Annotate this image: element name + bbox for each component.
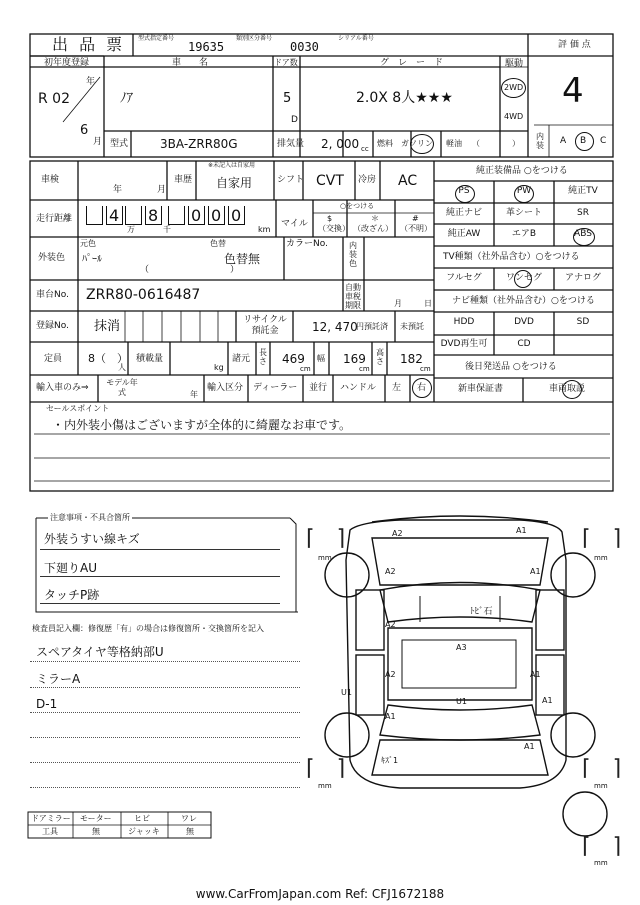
- inspector-label: 検査員記入欄：修復歴「有」の場合は修復箇所・交換箇所を記入: [32, 624, 264, 633]
- mark-hash: #: [412, 214, 419, 223]
- tool-value: 無: [92, 827, 100, 836]
- load-label: 積載量: [136, 354, 164, 364]
- handle-right: 右: [417, 383, 427, 393]
- category-label: 類別区分番号: [236, 35, 273, 42]
- form-title: 出 品 票: [52, 35, 126, 54]
- equipment-item: DVD再生可: [440, 339, 488, 349]
- tire-bracket-rl: ⌈ ⌉: [306, 756, 346, 781]
- note-rule2: [40, 576, 280, 577]
- category-value: 0030: [290, 40, 319, 54]
- shaken-month-unit: 月: [157, 185, 167, 195]
- color-no-label: カラーNo.: [286, 239, 328, 249]
- genuine-header: 純正装備品 ○をつける: [476, 166, 568, 176]
- orig-color-value: ﾊﾟｰﾙ: [82, 254, 102, 265]
- note-line6: D-1: [36, 697, 58, 711]
- history-value: 自家用: [216, 176, 253, 190]
- mile-label: マイル: [281, 219, 308, 229]
- recycle-not: 未預託: [400, 322, 424, 331]
- fuel-circle: [410, 134, 434, 154]
- diag-label-5: ﾄﾋﾞ石: [470, 607, 493, 617]
- height-value: 182: [400, 352, 423, 366]
- score-label: 評 価 点: [558, 40, 591, 50]
- diag-label-14: A1: [524, 742, 535, 751]
- type-label: 型式: [110, 139, 129, 149]
- diag-label-2: A1: [516, 526, 527, 535]
- repaint-value: 色替無: [224, 252, 261, 266]
- chassis-label: 車台No.: [36, 290, 69, 300]
- model-year-label: モデル年式: [106, 378, 138, 397]
- length-cm: cm: [300, 365, 311, 373]
- dot-rule6: [30, 787, 300, 788]
- diag-label-13: A1: [385, 712, 396, 721]
- person-unit: 人: [118, 363, 126, 372]
- mark-dollar-sub: （交換）: [318, 224, 350, 233]
- equipment-item: ABS: [574, 229, 592, 239]
- length-label: 長さ: [259, 348, 267, 366]
- capacity-label: 定員: [44, 354, 63, 364]
- interior-label: 内装: [536, 132, 544, 150]
- note-rule3: [40, 603, 280, 604]
- mileage-digit: 8: [148, 206, 159, 225]
- mileage-digit: 4: [109, 206, 120, 225]
- tax-month: 月: [394, 299, 402, 308]
- width-cm: cm: [359, 365, 370, 373]
- diag-label-15: ｷｽﾞ1: [381, 756, 399, 765]
- equipment-item: CD: [517, 339, 531, 349]
- doors-suffix: D: [291, 115, 298, 125]
- grade-value: 2.0X 8人★★★: [356, 90, 453, 106]
- drive-2wd: 2WD: [504, 83, 524, 92]
- dot-rule5: [30, 762, 300, 763]
- fuel-label: 燃料: [377, 139, 393, 148]
- shaken-label: 車検: [41, 175, 60, 185]
- height-cm: cm: [420, 365, 431, 373]
- equipment-item: 革シート: [505, 208, 542, 218]
- navi-header: ナビ種類（社外品含む）○をつける: [452, 296, 595, 306]
- ac-label: 冷房: [358, 175, 377, 185]
- equipment-item: エアB: [511, 229, 537, 239]
- note-line1: 外装うすい線キズ: [44, 532, 140, 546]
- first-reg-year: R 02: [38, 91, 70, 107]
- mm-rr: mm: [594, 782, 608, 790]
- recycle-amount: 12, 470: [312, 320, 358, 334]
- handle-right-circle: [412, 378, 432, 398]
- dot-rule3: [30, 712, 300, 713]
- diag-label-9: A1: [530, 670, 541, 679]
- first-reg-month-unit: 月: [93, 137, 103, 147]
- handle-label: ハンドル: [340, 383, 377, 393]
- diag-label-8: A2: [385, 670, 396, 679]
- diag-label-4: A1: [530, 567, 541, 576]
- shift-value: CVT: [316, 173, 344, 189]
- repaint-paren: （ ）: [140, 265, 240, 275]
- drive-4wd: 4WD: [504, 112, 524, 121]
- capacity-value: 8（ ）: [88, 352, 128, 365]
- equipment-item: アナログ: [564, 273, 601, 283]
- shift-label: シフト: [277, 175, 305, 185]
- jack-label: ジャッキ: [128, 827, 160, 836]
- tax-label: 自動車税期限: [345, 283, 361, 310]
- note-rule1: [40, 549, 280, 550]
- mileage-digit: 0: [211, 206, 222, 225]
- drive-2wd-circle: [501, 78, 526, 98]
- mileage-digit-box: [168, 206, 185, 225]
- mm-fl: mm: [318, 554, 332, 562]
- abs-circle: [573, 228, 595, 246]
- mileage-digit-box: [86, 206, 103, 225]
- equipment-item: SD: [576, 317, 590, 327]
- first-reg-label: 初年度登録: [44, 58, 90, 68]
- diesel-label: 軽油: [446, 139, 462, 148]
- sales-label: セールスポイント: [46, 404, 110, 413]
- mark-dollar: $: [327, 214, 333, 223]
- width-label: 幅: [317, 354, 325, 363]
- mileage-label: 走行距離: [36, 214, 73, 224]
- doors-label: ドア数: [274, 58, 298, 67]
- footer-ref: www.CarFromJapan.com Ref: CFJ1672188: [195, 887, 445, 901]
- color-label: 外装色: [38, 253, 66, 263]
- mm-rl: mm: [318, 782, 332, 790]
- sales-line1: ・内外装小傷はございますが全体的に綺麗なお車です。: [52, 418, 352, 432]
- model-year-unit: 年: [190, 390, 198, 399]
- diag-label-12: A1: [542, 696, 553, 705]
- equipment-item: フルセグ: [446, 273, 482, 283]
- mm-spare: mm: [594, 859, 608, 867]
- recycle-deposited: 円預託済: [356, 322, 388, 331]
- orig-color-label: 元色: [80, 239, 96, 248]
- mark-star-sub: （改ざん）: [353, 224, 393, 233]
- other-fuel: （ ）: [472, 139, 520, 148]
- interior-grade-a: A: [560, 136, 567, 146]
- equipment-item: DVD: [514, 317, 534, 327]
- history-note: ※未記入は自家用: [208, 162, 256, 169]
- dot-rule2: [30, 687, 300, 688]
- note-line5: ミラーA: [36, 672, 81, 686]
- import-parallel: 並行: [309, 383, 328, 393]
- cc-unit: cc: [361, 145, 369, 153]
- diag-label-3: A2: [385, 567, 396, 576]
- fuel-gasoline: ガソリン: [401, 139, 433, 148]
- dot-rule1: [30, 661, 300, 662]
- handle-left: 左: [392, 383, 402, 393]
- tv-header: TV種類（社外品含む）○をつける: [443, 252, 580, 262]
- doors-value: 5: [283, 91, 292, 106]
- first-reg-month: 6: [80, 123, 89, 138]
- drive-label: 駆動: [505, 59, 524, 69]
- kg-unit: kg: [214, 363, 224, 372]
- mark-note: ○をつける: [340, 202, 375, 210]
- later-warranty: 新車保証書: [458, 384, 504, 394]
- reg-value: 抹消: [94, 319, 121, 334]
- mileage-digit: 0: [231, 206, 242, 225]
- mm-fr: mm: [594, 554, 608, 562]
- diag-label-11: U1: [456, 697, 467, 706]
- height-label: 高さ: [376, 348, 384, 366]
- equipment-item: PW: [516, 186, 532, 196]
- grade-label: グ レ ー ド: [380, 58, 444, 68]
- recycle-label: リサイクル預託金: [243, 315, 287, 336]
- later-header: 後日発送品 ○をつける: [465, 362, 557, 372]
- ac-value: AC: [398, 173, 418, 189]
- equipment-item: SR: [577, 208, 589, 218]
- equipment-item: 純正AW: [447, 229, 481, 239]
- dot-rule4: [30, 737, 300, 738]
- interior-circle: [575, 132, 594, 151]
- ps-circle: [455, 185, 475, 203]
- mirror-motor: モーター: [80, 814, 112, 823]
- tire-bracket-fl: ⌈ ⌉: [306, 526, 346, 551]
- displacement-label: 排気量: [277, 139, 305, 149]
- notes-label: 注意事項・不具合箇所: [50, 513, 130, 522]
- man-unit: 万: [127, 225, 135, 234]
- km-unit: km: [258, 225, 271, 234]
- manual-circle: [562, 380, 582, 399]
- mirror-crack: ヒビ: [134, 814, 150, 823]
- mirror-label: ドアミラー: [31, 814, 71, 823]
- width-value: 169: [343, 352, 366, 366]
- history-label: 車歴: [174, 175, 193, 185]
- note-line3: タッチP跡: [44, 588, 100, 602]
- interior-grade-c: C: [600, 136, 607, 146]
- later-manual: 車両取説: [549, 384, 586, 394]
- displacement-value: 2, 000: [321, 137, 360, 151]
- interior-grade-b: B: [580, 136, 587, 146]
- jack-value: 無: [186, 827, 194, 836]
- chassis-value: ZRR80-0616487: [86, 287, 201, 303]
- diag-label-1: A2: [392, 529, 403, 538]
- import-dealer: ディーラー: [253, 383, 298, 393]
- import-class-label: 輸入区分: [207, 383, 244, 393]
- mirror-break: ワレ: [181, 814, 197, 823]
- mark-hash-sub: （不明）: [400, 224, 432, 233]
- tire-bracket-spare: ⌈ ⌉: [582, 834, 622, 859]
- tool-label: 工具: [42, 827, 58, 836]
- mileage-digit: 0: [191, 206, 202, 225]
- car-name-label: 車 名: [172, 58, 209, 68]
- note-line2: 下廻りAU: [44, 561, 97, 575]
- equipment-item: 純正ナビ: [445, 208, 482, 218]
- mileage-digit-box: [125, 206, 142, 225]
- shaken-year-unit: 年: [113, 185, 123, 195]
- model-designation-value: 19635: [188, 40, 225, 54]
- diag-label-10: U1: [341, 688, 352, 697]
- model-designation-label: 型式指定番号: [138, 35, 175, 42]
- equipment-item: ワンセグ: [505, 273, 542, 283]
- first-reg-year-unit: 年: [86, 77, 96, 87]
- diag-label-7: A3: [456, 643, 467, 652]
- serial-label: シリアル番号: [338, 35, 374, 42]
- oneseg-circle: [514, 270, 532, 288]
- mark-star: ＊: [371, 214, 379, 223]
- reg-label: 登録No.: [36, 321, 69, 331]
- equipment-item: 純正TV: [568, 186, 598, 196]
- tire-bracket-rr: ⌈ ⌉: [582, 756, 622, 781]
- sen-unit: 千: [163, 225, 171, 234]
- equipment-item: HDD: [453, 317, 475, 327]
- tire-bracket-fr: ⌈ ⌉: [582, 526, 622, 551]
- pw-circle: [514, 185, 534, 203]
- diag-label-6: A2: [385, 620, 396, 629]
- type-value: 3BA-ZRR80G: [160, 137, 238, 151]
- tax-day: 日: [424, 299, 432, 308]
- repaint-label: 色替: [210, 239, 226, 248]
- import-label: 輸入車のみ⇒: [36, 383, 89, 393]
- note-line4: スペアタイヤ等格納部U: [36, 645, 164, 659]
- length-value: 469: [282, 352, 305, 366]
- car-name: ﾉｱ: [120, 91, 133, 106]
- score-value: 4: [562, 71, 584, 111]
- equipment-item: PS: [458, 186, 470, 196]
- dims-label: 諸元: [232, 354, 251, 364]
- int-color-label: 内装色: [349, 241, 357, 268]
